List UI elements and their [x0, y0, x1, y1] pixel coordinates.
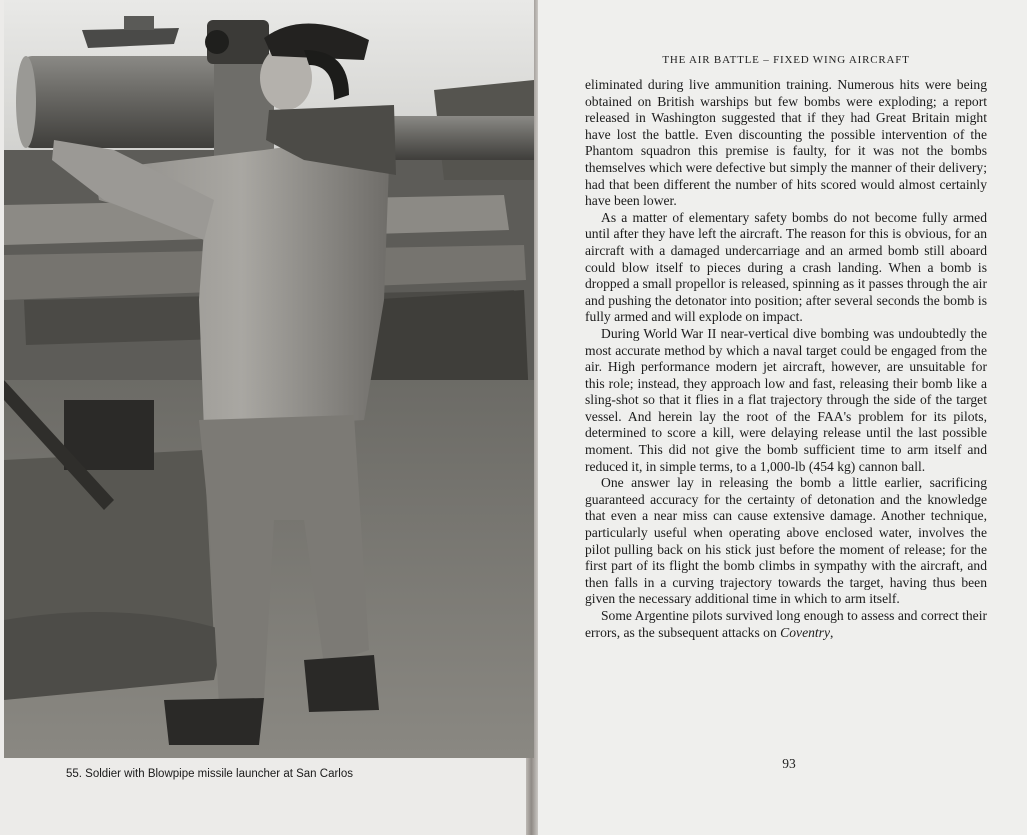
soldier-blowpipe-photo	[4, 0, 534, 758]
paragraph-2: As a matter of elementary safety bombs do not become fully armed until after they have left the aircraft. The reason for this is obvious, for an aircraft with a damaged undercarriage and an armed bomb still aboard could blow itself to pieces during a crash landing. When a bomb is dropped a small propellor is released, spinning as it passes through the air and pushing the detonator into position; after several seconds the bomb is fully armed and will explode on impact.	[585, 209, 987, 325]
paragraph-5-start: Some Argentine pilots survived long enough to assess and correct their errors, as the subsequent attacks on	[585, 608, 987, 640]
body-text	[585, 77, 987, 641]
paragraph-3: During World War II near-vertical dive bombing was undoubtedly the most accurate method by which a naval target could be engaged from the air. High performance modern jet aircraft, however, are unsuitable for this role; instead, they approach low and fast, releasing their bomb like a sling-shot so that it flies in a flat trajectory through the side of the target vessel. And herein lay the root of the FAA's problem for its pilots, determined to score a kill, were delaying release until the last possible moment. This did not give the bomb sufficient time to arm itself and reduced it, in simple terms, to a 1,000-lb (454 kg) cannon ball.	[585, 325, 987, 474]
running-head: THE AIR BATTLE – FIXED WING AIRCRAFT	[662, 54, 910, 66]
paragraph-4: One answer lay in releasing the bomb a little earlier, sacrificing guaranteed accuracy for the certainty of detonation and the knowledge that even a near miss can cause extensive damage. Another technique, particularly useful when operating above enclosed water, involves the pilot pulling back on his stick just before the moment of release; for the first part of its flight the bomb climbs in sympathy with the aircraft, and then falls in a curving trajectory towards the target, having thus been given the necessary additional time in which to arm itself.	[585, 475, 987, 607]
radio-equipment	[64, 400, 154, 470]
ship-name-coventry: Coventry	[780, 624, 831, 640]
photo-caption: 55. Soldier with Blowpipe missile launcher at San Carlos	[66, 768, 354, 780]
launcher-tube-rear	[389, 116, 534, 160]
launcher-tube-front	[22, 56, 222, 148]
paragraph-5	[585, 608, 987, 641]
page-number: 93	[782, 756, 796, 771]
soldier-boots	[164, 698, 264, 745]
paragraph-1: eliminated during live ammunition training. Numerous hits were being obtained on British warships but few bombs were exploding; a report released in Washington suggested that if they had Great Britain might have lost the battle. Even discounting the possible intervention of the Phantom squadron this premise is faulty, for it was not the bombs themselves which were defective but simply the manner of their delivery; had that been different the number of hits scored would almost certainly have been lower.	[585, 77, 987, 209]
paragraph-5-end: ,	[830, 624, 834, 640]
